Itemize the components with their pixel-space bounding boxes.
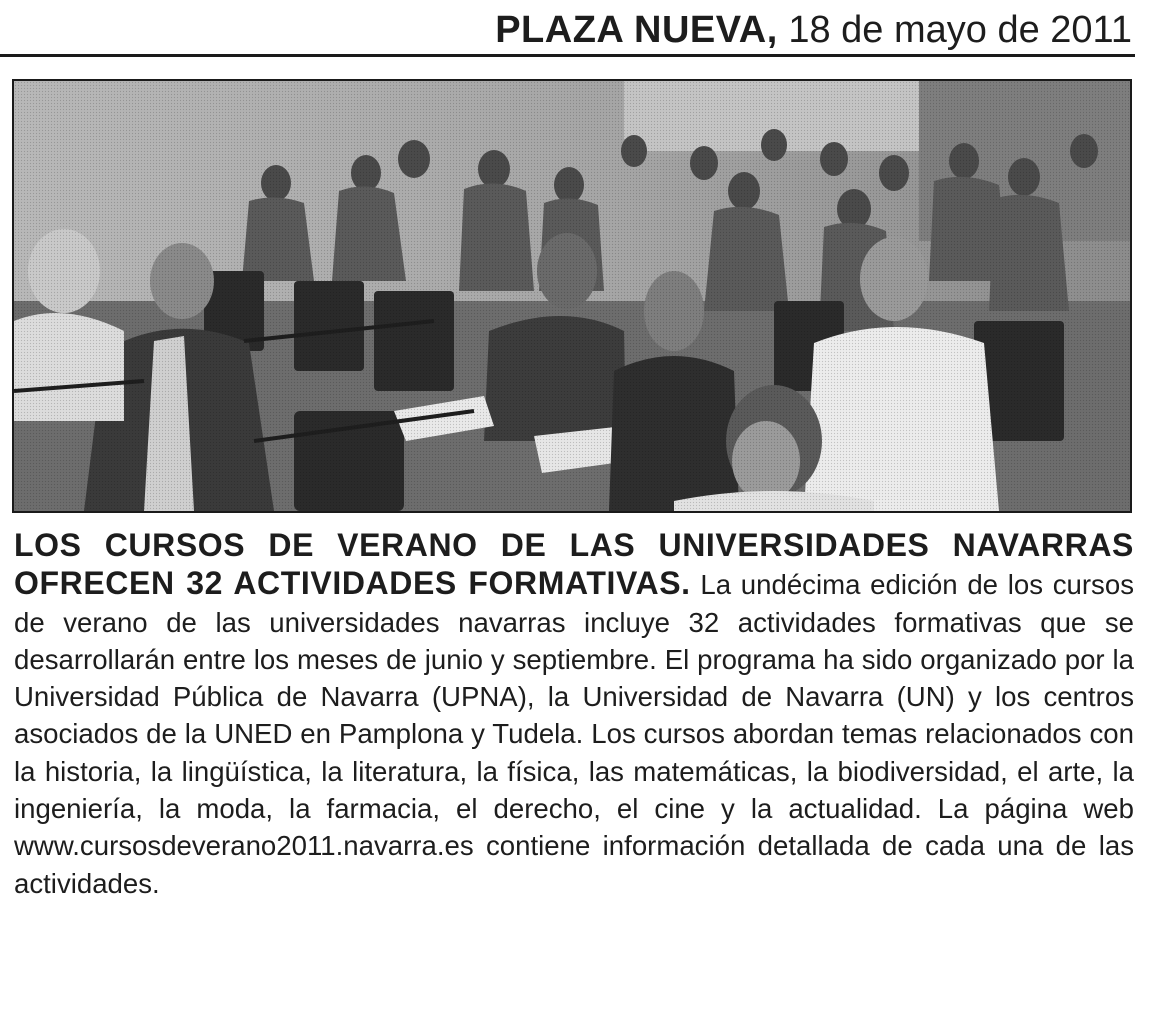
masthead-title (495, 8, 1132, 52)
article-headline: LOS CURSOS DE VERANO DE LAS UNIVERSIDADES NAVARRAS OFRECEN 32 ACTIVIDADES FORMATIVAS. (14, 527, 1134, 602)
masthead (0, 0, 1170, 60)
publication-name: PLAZA NUEVA, (495, 9, 778, 51)
article-text (14, 527, 1134, 902)
publication-date: 18 de mayo de 2011 (788, 9, 1132, 51)
article-photo (12, 79, 1132, 513)
article-body: La undécima edición de los cursos de verano de las universidades navarras incluye 32 actividades formativas que se desarrollarán entre los meses de junio y septiembre. El programa ha sido organizado por la Universidad Pública de Navarra (UPNA), la Universidad de Navarra (UN) y los centros asociados de la UNED en Pamplona y Tudela. Los cursos abordan temas relacionados con la historia, la lingüística, la literatura, la física, las matemáticas, la biodiversidad, el arte, la ingeniería, la moda, la farmacia, el derecho, el cine y la actualidad. La página web www.cursosdeverano2011.navarra.es contiene información detallada de cada una de las actividades. (14, 569, 1134, 899)
masthead-rule (0, 54, 1135, 57)
classroom-audience-photo-icon (14, 81, 1130, 511)
